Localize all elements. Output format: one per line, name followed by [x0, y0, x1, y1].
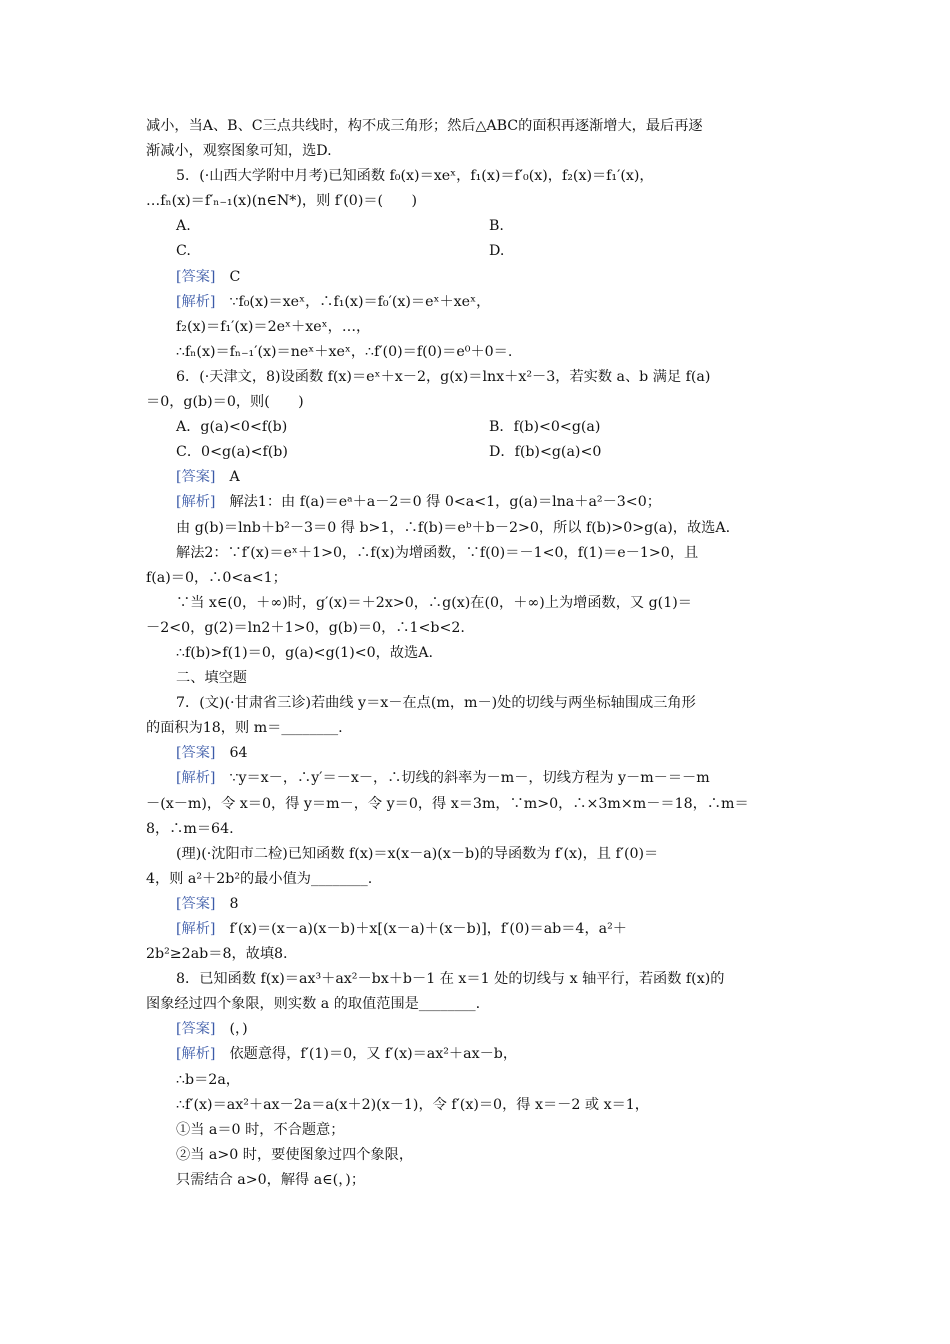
text-line: 4，则 a²＋2b²的最小值为________.: [146, 870, 373, 887]
analysis-tag: [解析]: [176, 770, 216, 787]
text-line: ∴f(b)>f(1)＝0，g(a)<g(1)<0，故选A.: [176, 644, 433, 661]
text-line: 渐减小，观察图象可知，选D.: [146, 143, 332, 160]
option-b: B.: [489, 218, 504, 235]
analysis-line: [146, 490, 806, 515]
question-7: 7．(文)(·甘肃省三诊)若曲线 y＝x－在点(m，m－)处的切线与两坐标轴围成三角形: [176, 695, 696, 712]
text-line: 解法2：∵f′(x)＝eˣ＋1>0，∴f(x)为增函数，∵f(0)＝－1<0，f(1)＝e－1>0，且: [176, 544, 699, 561]
analysis-line: [146, 917, 806, 942]
text-line: ①当 a＝0 时，不合题意；: [176, 1121, 345, 1138]
question-7-li: (理)(·沈阳市二检)已知函数 f(x)＝x(x－a)(x－b)的导函数为 f′(x)，且 f′(0)＝: [176, 845, 659, 862]
analysis-tag: [解析]: [176, 494, 216, 511]
text-line: 由 g(b)＝lnb＋b²－3＝0 得 b>1，∴f(b)＝eᵇ＋b－2>0，所以 f(b)>0>g(a)，故选A.: [176, 519, 731, 536]
analysis-text: f′(x)＝(x－a)(x－b)＋x[(x－a)＋(x－b)]，f′(0)＝ab＝4，a²＋: [229, 921, 627, 937]
answer-value: (，): [229, 1021, 248, 1038]
analysis-line: [146, 766, 806, 791]
text-line: …fₙ(x)＝f′ₙ₋₁(x)(n∈N*)，则 f′(0)＝( ): [146, 193, 417, 210]
option-a: A．g(a)<0<f(b): [176, 419, 288, 436]
text-line: ∴f′(x)＝ax²＋ax－2a＝a(x＋2)(x－1)，令 f′(x)＝0，得 x＝－2 或 x＝1，: [176, 1096, 649, 1113]
text-line: ∵当 x∈(0，＋∞)时，g′(x)＝＋2x>0，∴g(x)在(0，＋∞)上为增函数，又 g(1)＝: [176, 594, 692, 611]
analysis-text: ∵f₀(x)＝xeˣ，∴f₁(x)＝f₀′(x)＝eˣ＋xeˣ，: [229, 293, 491, 310]
answer-tag: [答案]: [176, 469, 216, 486]
option-a: A.: [176, 218, 191, 235]
analysis-tag: [解析]: [176, 921, 216, 937]
answer-line: [146, 741, 806, 766]
answer-line: [146, 892, 806, 917]
text-line: －(x－m)，令 x＝0，得 y＝m－，令 y＝0，得 x＝3m，∵m>0，∴×3m×m－＝18，∴m＝: [146, 795, 749, 812]
text-line: －2<0，g(2)＝ln2＋1>0，g(b)＝0，∴1<b<2.: [146, 619, 465, 636]
answer-line: [146, 1017, 806, 1042]
text-line: 减小，当A、B、C三点共线时，构不成三角形；然后△ABC的面积再逐渐增大，最后再逐: [146, 118, 703, 134]
answer-tag: [答案]: [176, 745, 216, 762]
text-line: ∴fₙ(x)＝fₙ₋₁′(x)＝neˣ＋xeˣ，∴f′(0)＝f(0)＝e⁰＋0＝.: [176, 343, 513, 360]
answer-tag: [答案]: [176, 1021, 216, 1038]
analysis-text: 依题意得，f′(1)＝0，又 f′(x)＝ax²＋ax－b，: [229, 1046, 518, 1063]
option-c: C．0<g(a)<f(b): [176, 444, 288, 461]
answer-value: C: [229, 268, 241, 285]
analysis-tag: [解析]: [176, 293, 216, 310]
answer-value: 64: [229, 745, 248, 762]
answer-line: [146, 465, 806, 490]
text-line: f(a)＝0，∴0<a<1；: [146, 569, 287, 586]
analysis-line: [146, 290, 806, 315]
text-line: ＝0，g(b)＝0，则( ): [146, 394, 304, 411]
document-body: [146, 114, 806, 1193]
options-row: [146, 239, 806, 264]
option-d: D．f(b)<g(a)<0: [489, 444, 602, 461]
option-d: D.: [489, 243, 505, 260]
question-5: 5．(·山西大学附中月考)已知函数 f₀(x)＝xeˣ，f₁(x)＝f′₀(x)，f₂(x)＝f₁′(x)，: [176, 168, 654, 185]
options-row: [146, 415, 806, 440]
option-c: C.: [176, 243, 191, 260]
text-line: f₂(x)＝f₁′(x)＝2eˣ＋xeˣ，…，: [176, 318, 371, 335]
text-line: 8，∴m＝64.: [146, 820, 234, 837]
answer-value: 8: [229, 895, 239, 912]
analysis-tag: [解析]: [176, 1046, 216, 1063]
analysis-line: [146, 1042, 806, 1067]
options-row: [146, 440, 806, 465]
answer-tag: [答案]: [176, 895, 216, 912]
text-line: 图象经过四个象限，则实数 a 的取值范围是________.: [146, 996, 481, 1013]
text-line: 的面积为18，则 m＝________.: [146, 720, 343, 737]
question-8: 8．已知函数 f(x)＝ax³＋ax²－bx＋b－1 在 x＝1 处的切线与 x 轴平行，若函数 f(x)的: [176, 971, 725, 988]
options-row: [146, 214, 806, 239]
analysis-text: ∵y＝x－，∴y′＝－x－，∴切线的斜率为－m－，切线方程为 y－m－＝－m: [229, 770, 710, 787]
text-line: 2b²≥2ab＝8，故填8.: [146, 946, 288, 963]
answer-value: A: [229, 469, 240, 486]
question-6: 6．(·天津文，8)设函数 f(x)＝eˣ＋x－2，g(x)＝lnx＋x²－3，若实数 a、b 满足 f(a): [176, 368, 711, 385]
section-heading: 二、填空题: [176, 670, 247, 687]
answer-line: [146, 265, 806, 290]
text-line: ∴b＝2a，: [176, 1071, 240, 1088]
answer-tag: [答案]: [176, 268, 216, 285]
option-b: B．f(b)<0<g(a): [489, 419, 601, 436]
analysis-text: 解法1：由 f(a)＝eᵃ＋a－2＝0 得 0<a<1，g(a)＝lna＋a²－3<0；: [229, 494, 661, 511]
text-line: ②当 a>0 时，要使图象过四个象限，: [176, 1146, 414, 1163]
text-line: 只需结合 a>0，解得 a∈(，)；: [176, 1171, 366, 1188]
